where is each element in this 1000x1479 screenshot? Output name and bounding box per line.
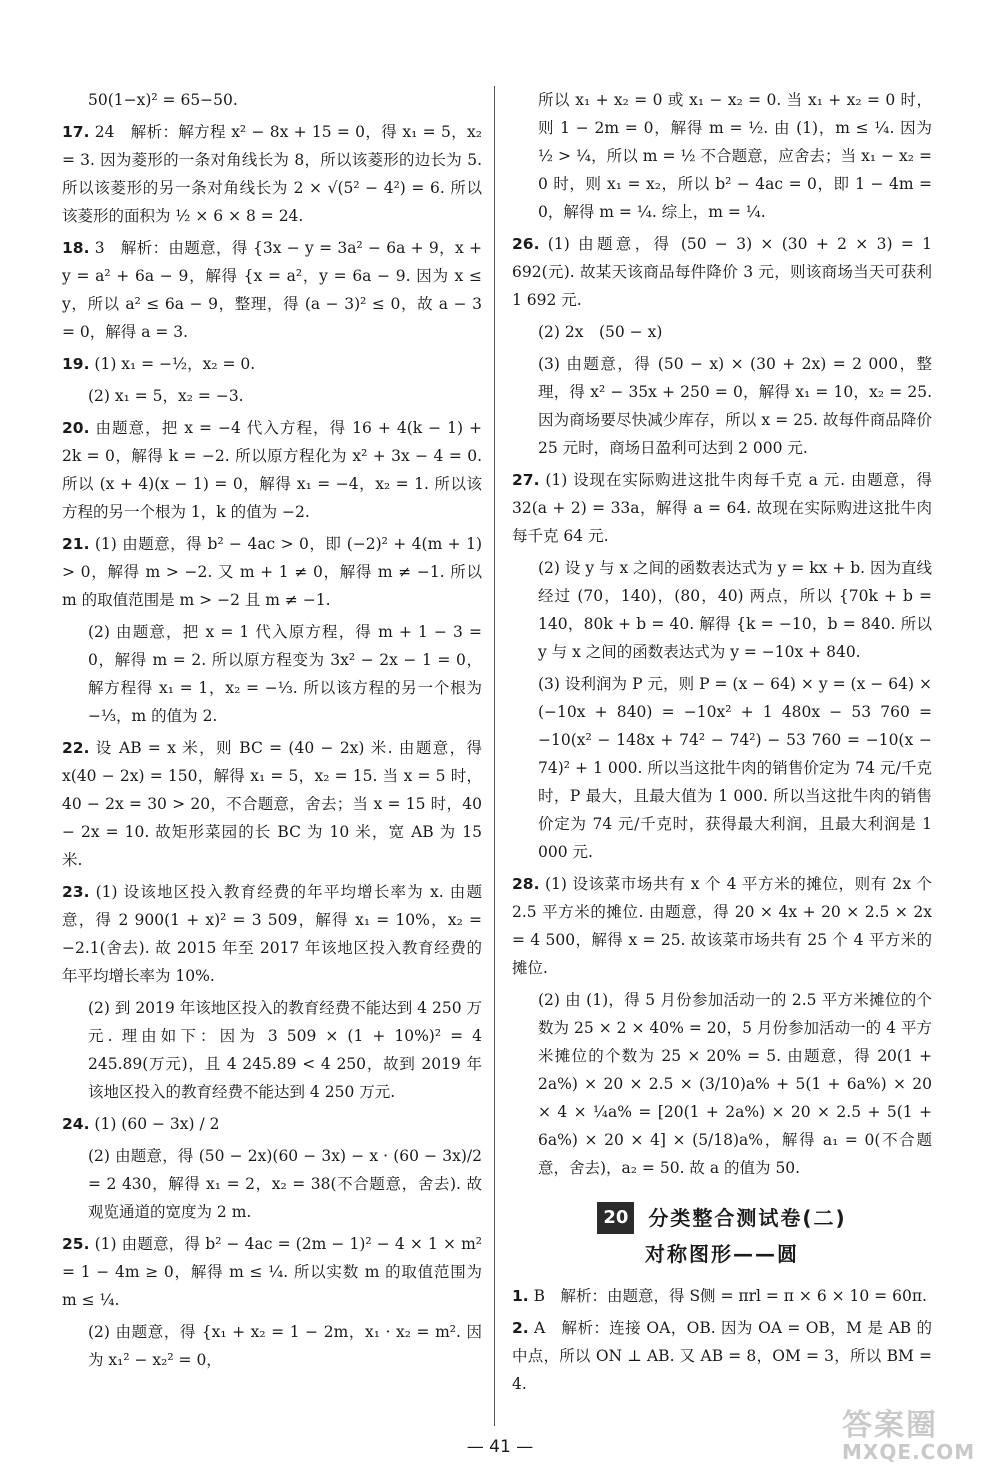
answer-text: (3) 设利润为 P 元，则 P = (x − 64) × y = (x − 64) × (−10x + 840) = −10x² + 1 480x − 53 760 = −10(x² − 148x + 74² − 74²) − 53 760 = −10(x − 74)² + 1 000. 所以当这批牛肉的销售价定为 74 元/千克时，P 最大，且最大值为 1 000. 所以当这批牛肉的销售价定为 74 元/千克时，获得最大利润，且最大利润是 1 000 元.: [538, 675, 932, 861]
question-number: 26.: [512, 235, 540, 253]
question-number: 21.: [62, 535, 90, 553]
answer-text: (2) 由题意，把 x = 1 代入原方程，得 m + 1 − 3 = 0，解得 m = 2. 所以原方程变为 3x² − 2x − 1 = 0，解方程得 x₁ = 1，x₂ = −⅓. 所以该方程的另一个根为 −⅓，m 的值为 2.: [88, 623, 482, 725]
answer-text: (3) 由题意，得 (50 − x) × (30 + 2x) = 2 000，整理，得 x² − 35x + 250 = 0，解得 x₁ = 10，x₂ = 25. 因为商场要尽快减少库存，所以 x = 25. 故每件商品降价 25 元时，商场日盈利可达到 2 000 元.: [538, 355, 932, 457]
answer-text: B 解析：由题意，得 S侧 = πrl = π × 6 × 10 = 60π.: [533, 1287, 927, 1305]
answer-text: (2) 到 2019 年该地区投入的教育经费不能达到 4 250 万元. 理由如下：因为 3 509 × (1 + 10%)² = 4 245.89(万元)，且 4 245.89 < 4 250，故到 2019 年该地区投入的教育经费不能达到 4 250 万元.: [88, 999, 482, 1101]
answer-paragraph: [62, 86, 482, 114]
question-number: 1.: [512, 1287, 529, 1305]
answer-paragraph: [62, 350, 482, 378]
section-subtitle: 对称图形——圆: [645, 1242, 799, 1266]
answer-text: (2) x₁ = 5，x₂ = −3.: [88, 387, 244, 405]
question-number: 17.: [62, 123, 90, 141]
answer-text: (1) 由题意，得 b² − 4ac > 0，即 (−2)² + 4(m + 1) > 0，解得 m > −2. 又 m + 1 ≠ 0，解得 m ≠ −1. 所以 m 的取值范围是 m > −2 且 m ≠ −1.: [62, 535, 482, 609]
answer-paragraph: [512, 1314, 932, 1398]
answer-text: 50(1−x)² = 65−50.: [88, 91, 238, 109]
answer-paragraph: [512, 318, 932, 346]
watermark-url: MXQE.COM: [842, 1440, 976, 1464]
answer-paragraph: [62, 118, 482, 230]
answer-paragraph: [62, 234, 482, 346]
answer-text: (1) 设该地区投入教育经费的年平均增长率为 x. 由题意，得 2 900(1 + x)² = 3 509，解得 x₁ = 10%，x₂ = −2.1(舍去). 故 2015 年至 2017 年该地区投入教育经费的年平均增长率为 10%.: [62, 883, 482, 985]
answer-text: (1) (60 − 3x) / 2: [94, 1115, 220, 1133]
answer-paragraph: [62, 382, 482, 410]
answer-text: (1) 由题意，得 (50 − 3) × (30 + 2 × 3) = 1 692(元). 故某天该商品每件降价 3 元，则该商场当天可获利 1 692 元.: [512, 235, 932, 309]
answer-text: (2) 2x (50 − x): [538, 323, 663, 341]
section-title: 分类整合测试卷(二): [648, 1206, 847, 1230]
question-number: 27.: [512, 471, 540, 489]
question-number: 23.: [62, 883, 90, 901]
answer-text: (2) 由题意，得 {x₁ + x₂ = 1 − 2m，x₁ · x₂ = m². 因为 x₁² − x₂² = 0，: [88, 1323, 482, 1369]
left-column: [62, 86, 482, 1378]
page-number: — 41 —: [466, 1437, 534, 1457]
answer-text: (2) 设 y 与 x 之间的函数表达式为 y = kx + b. 因为直线经过 (70，140)，(80，40) 两点，所以 {70k + b = 140，80k + b = 40. 解得 {k = −10，b = 840. 所以 y 与 x 之间的函数表达式为 y = −10x + 840.: [538, 559, 932, 661]
watermark-logo: [842, 1400, 992, 1470]
answer-paragraph: [62, 994, 482, 1106]
answer-paragraph: [512, 466, 932, 550]
answer-paragraph: [512, 870, 932, 982]
answer-text: 所以 x₁ + x₂ = 0 或 x₁ − x₂ = 0. 当 x₁ + x₂ = 0 时，则 1 − 2m = 0，解得 m = ½. 由 (1)，m ≤ ¼. 因为 ½ > ¼，所以 m = ½ 不合题意，应舍去；当 x₁ − x₂ = 0 时，则 x₁ = x₂，所以 b² − 4ac = 0，即 1 − 4m = 0，解得 m = ¼. 综上，m = ¼.: [538, 91, 932, 221]
answer-paragraph: [62, 1142, 482, 1226]
answer-text: (1) 设现在实际购进这批牛肉每千克 a 元. 由题意，得 32(a + 2) = 33a，解得 a = 64. 故现在实际购进这批牛肉每千克 64 元.: [512, 471, 932, 545]
answer-text: 24 解析：解方程 x² − 8x + 15 = 0，得 x₁ = 5，x₂ = 3. 因为菱形的一条对角线长为 8，所以该菱形的边长为 5. 所以该菱形的另一条对角线长为 2 × √(5² − 4²) = 6. 所以该菱形的面积为 ½ × 6 × 8 = 24.: [62, 123, 482, 225]
question-number: 18.: [62, 239, 90, 257]
answer-paragraph: [62, 1318, 482, 1374]
answer-text: (2) 由题意，得 (50 − 2x)(60 − 3x) − x · (60 − 3x)/2 = 2 430，解得 x₁ = 2，x₂ = 38(不合题意，舍去). 故观览通道的宽度为 2 m.: [88, 1147, 482, 1221]
answer-paragraph: [62, 530, 482, 614]
question-number: 2.: [512, 1319, 529, 1337]
answer-paragraph: [512, 230, 932, 314]
answer-text: 由题意，把 x = −4 代入方程，得 16 + 4(k − 1) + 2k = 0，解得 k = −2. 所以原方程化为 x² + 3x − 4 = 0. 所以 (x + 4)(x − 1) = 0，解得 x₁ = −4，x₂ = 1. 所以该方程的另一个根为 1，k 的值为 −2.: [62, 419, 482, 521]
answer-paragraph: [512, 554, 932, 666]
question-number: 25.: [62, 1235, 90, 1253]
answer-text: (1) 由题意，得 b² − 4ac = (2m − 1)² − 4 × 1 × m² = 1 − 4m ≥ 0，解得 m ≤ ¼. 所以实数 m 的取值范围为 m ≤ ¼.: [62, 1235, 482, 1309]
right-column: [512, 86, 932, 1402]
question-number: 22.: [62, 739, 90, 757]
answer-text: (1) 设该菜市场共有 x 个 4 平方米的摊位，则有 2x 个 2.5 平方米的摊位. 由题意，得 20 × 4x + 20 × 2.5 × 2x = 4 500，解得 x = 25. 故该菜市场共有 25 个 4 平方米的摊位.: [512, 875, 932, 977]
question-number: 19.: [62, 355, 90, 373]
section-header: [512, 1202, 932, 1268]
answer-paragraph: [512, 350, 932, 462]
answer-text: (2) 由 (1)，得 5 月份参加活动一的 2.5 平方米摊位的个数为 25 × 2 × 40% = 20，5 月份参加活动一的 4 平方米摊位的个数为 25 × 20% = 5. 由题意，得 20(1 + 2a%) × 20 × 2.5 × (3/10)a% + 5(1 + 6a%) × 20 × 4 × ¼a% = [20(1 + 2a%) × 20 × 2.5 + 5(1 + 6a%) × 20 × 4] × (5/18)a%，解得 a₁ = 0(不合题意，舍去)，a₂ = 50. 故 a 的值为 50.: [538, 991, 932, 1177]
answer-paragraph: [62, 618, 482, 730]
answer-paragraph: [512, 1282, 932, 1310]
answer-text: (1) x₁ = −½，x₂ = 0.: [94, 355, 256, 373]
answer-paragraph: [62, 878, 482, 990]
answer-paragraph: [62, 1110, 482, 1138]
answer-text: 设 AB = x 米，则 BC = (40 − 2x) 米. 由题意，得 x(40 − 2x) = 150，解得 x₁ = 5，x₂ = 15. 当 x = 5 时，40 − 2x = 30 > 20，不合题意，舍去；当 x = 15 时，40 − 2x = 10. 故矩形菜园的长 BC 为 10 米，宽 AB 为 15 米.: [62, 739, 482, 869]
answer-paragraph: [512, 986, 932, 1182]
answer-paragraph: [512, 670, 932, 866]
answer-paragraph: [62, 1230, 482, 1314]
question-number: 24.: [62, 1115, 90, 1133]
watermark-text: 答案圈: [842, 1408, 938, 1443]
column-divider: [494, 86, 495, 1426]
answer-text: 3 解析：由题意，得 {3x − y = 3a² − 6a + 9，x + y = a² + 6a − 9，解得 {x = a²，y = 6a − 9. 因为 x ≤ y，所以 a² ≤ 6a − 9，整理，得 (a − 3)² ≤ 0，故 a − 3 = 0，解得 a = 3.: [62, 239, 482, 341]
question-number: 28.: [512, 875, 540, 893]
section-number-badge: 20: [597, 1202, 634, 1234]
answer-paragraph: [62, 414, 482, 526]
answer-paragraph: [62, 734, 482, 874]
answer-paragraph: [512, 86, 932, 226]
question-number: 20.: [62, 419, 90, 437]
answer-text: A 解析：连接 OA，OB. 因为 OA = OB，M 是 AB 的中点，所以 ON ⊥ AB. 又 AB = 8，OM = 3，所以 BM = 4.: [512, 1319, 932, 1393]
